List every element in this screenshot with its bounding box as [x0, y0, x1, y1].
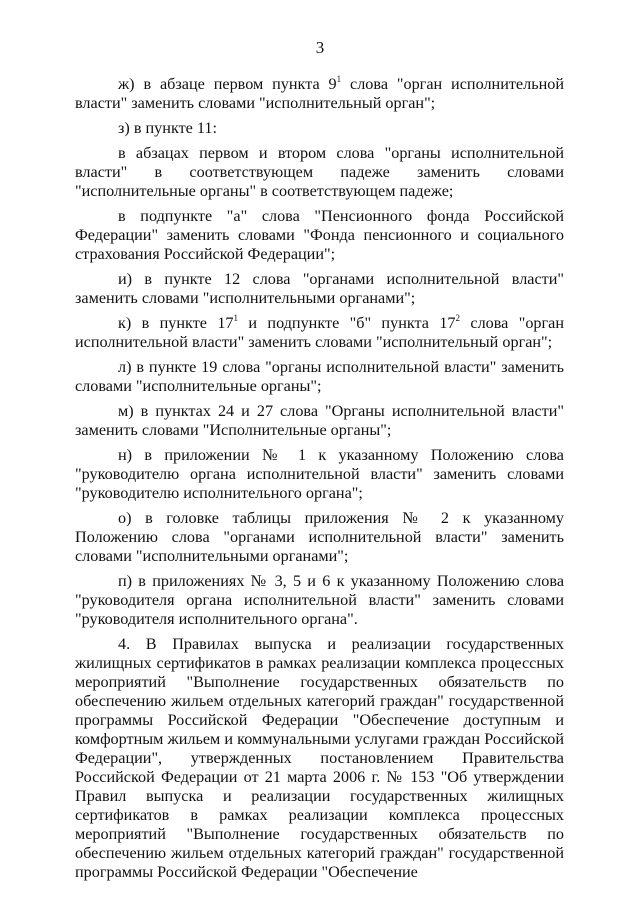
paragraph-k-text-end: слова "орган исполнительной власти" заменить словами "исполнительный орган";: [75, 314, 564, 351]
paragraph-z: з) в пункте 11:: [118, 119, 217, 137]
paragraph-k: [75, 314, 564, 352]
page-number: 3: [315, 38, 325, 57]
paragraph-zh-text-end: слова "орган исполнительной власти" заменить словами "исполнительный орган";: [75, 75, 564, 112]
paragraph-i: и) в пункте 12 слова "органами исполнительной власти" заменить словами "исполнительными органами";: [75, 270, 564, 307]
document-body: [75, 75, 564, 888]
paragraph-zh: [75, 75, 564, 113]
superscript: 1: [336, 73, 342, 84]
paragraph-z-1: в абзацах первом и втором слова "органы исполнительной власти" в соответствующем падеже заменить словами "исполнительные органы" в соответствующем падеже;: [75, 144, 564, 200]
paragraph-z-2: в подпункте "а" слова "Пенсионного фонда Российской Федерации" заменить словами "Фонда пенсионного и социального страхования Российской Федерации";: [75, 207, 564, 263]
paragraph-p: п) в приложениях № 3, 5 и 6 к указанному Положению слова "руководителя органа исполнительной власти" заменить словами "руководителя исполнительного органа".: [75, 572, 564, 628]
paragraph-k-text: к) в пункте 17: [118, 314, 234, 332]
paragraph-o: о) в головке таблицы приложения № 2 к указанному Положению слова "органами исполнительной власти" заменить словами "исполнительными органами";: [75, 509, 564, 565]
paragraph-l: л) в пункте 19 слова "органы исполнительной власти" заменить словами "исполнительные органы";: [75, 358, 564, 395]
paragraph-n: н) в приложении № 1 к указанному Положению слова "руководителю органа исполнительной власти" заменить словами "руководителю исполнительного органа";: [75, 446, 564, 502]
superscript: 1: [233, 312, 239, 323]
paragraph-k-text-middle: и подпункте "б" пункта 17: [238, 314, 456, 332]
paragraph-4: 4. В Правилах выпуска и реализации государственных жилищных сертификатов в рамках реализации комплекса процессных мероприятий "Выполнение государственных обязательств по обеспечению жильем отдельных категорий граждан" государственной программы Российской Федерации "Обеспечение доступным и комфортным жильем и коммунальными услугами граждан Российской Федерации", утвержденных постановлением Правительства Российской Федерации от 21 марта 2006 г. № 153 "Об утверждении Правил выпуска и реализации государственных жилищных сертификатов в рамках реализации комплекса процессных мероприятий "Выполнение государственных обязательств по обеспечению жильем отдельных категорий граждан" государственной программы Российской Федерации "Обеспечение: [75, 635, 564, 881]
paragraph-zh-text: ж) в абзаце первом пункта 9: [118, 75, 337, 93]
superscript: 2: [455, 312, 461, 323]
paragraph-m: м) в пунктах 24 и 27 слова "Органы исполнительной власти" заменить словами "Исполнительные органы";: [75, 402, 564, 439]
